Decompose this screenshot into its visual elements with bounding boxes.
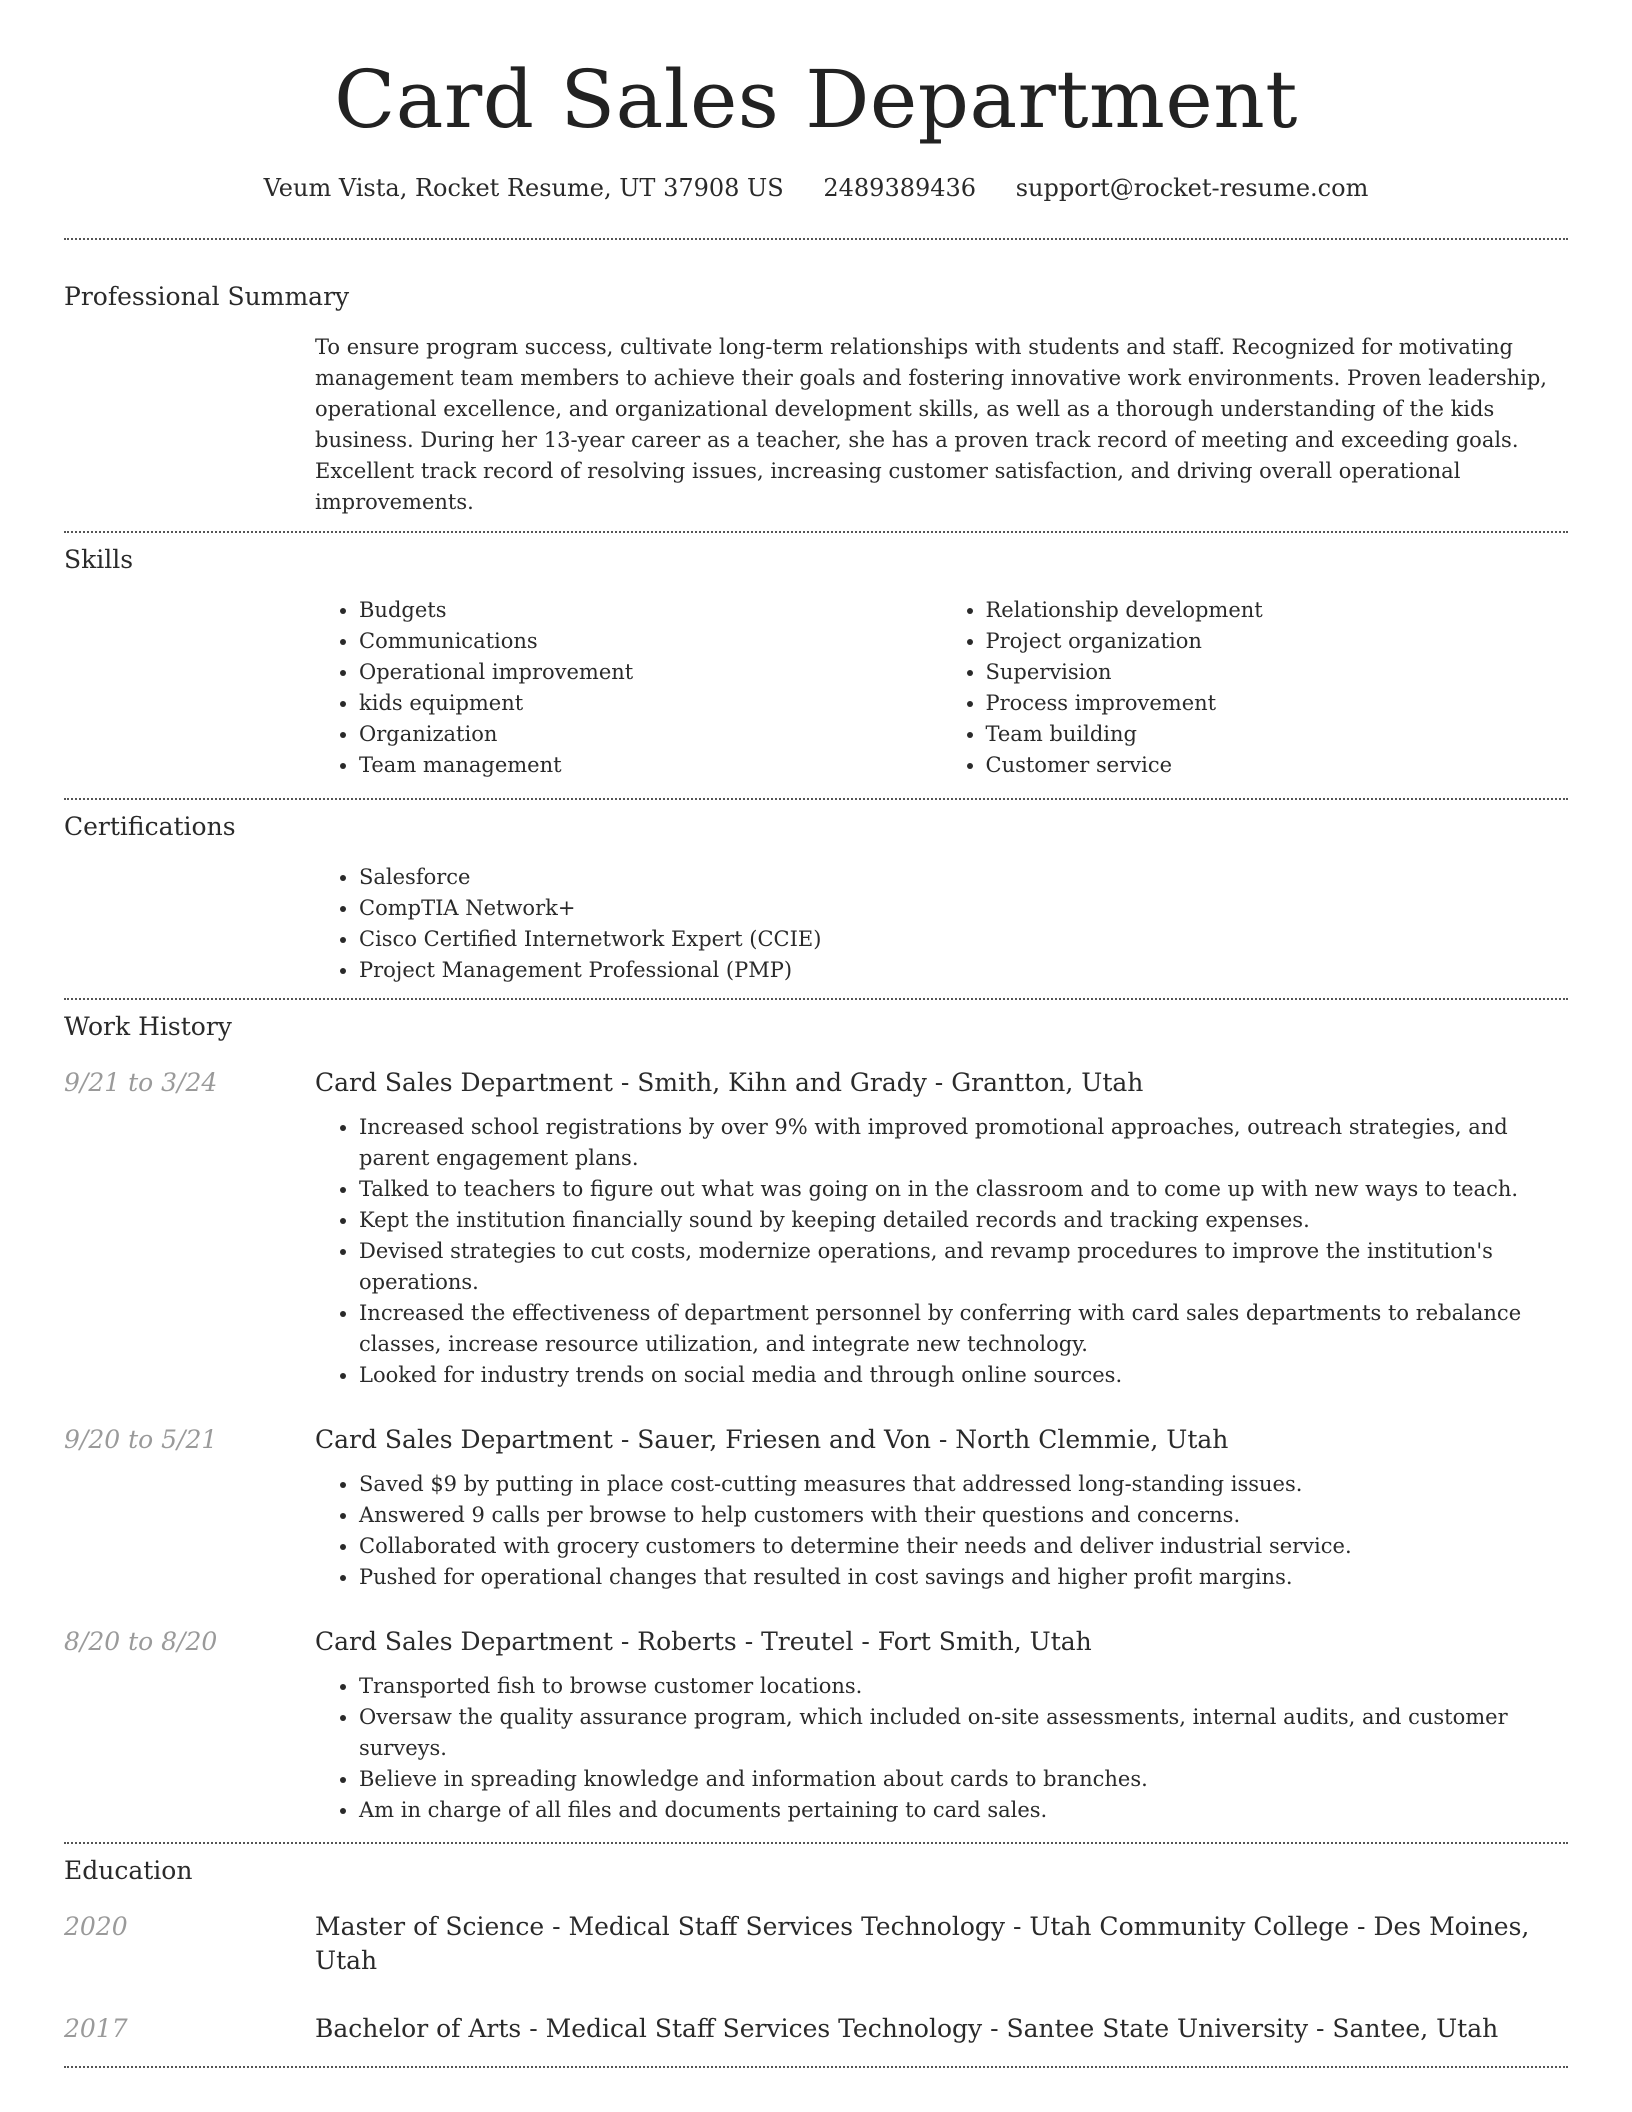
- certification-item: • Project Management Professional (PMP): [359, 955, 1568, 986]
- job-bullets: [315, 1469, 1568, 1593]
- education-year: 2017: [64, 2014, 128, 2043]
- contact-line: [64, 172, 1568, 204]
- job-bullet: • Answered 9 calls per browse to help customers with their questions and concerns.: [359, 1500, 1568, 1531]
- resume-name: Card Sales Department: [334, 53, 1298, 146]
- job-entry: [64, 1423, 1568, 1593]
- section-divider: [64, 798, 1568, 800]
- resume-page: [64, 0, 1568, 2068]
- job-bullet: • Am in charge of all files and documents pertaining to card sales.: [359, 1795, 1568, 1826]
- section-divider: [64, 998, 1568, 1000]
- skill-item: • Project organization: [986, 626, 1569, 657]
- certifications-section: [64, 810, 1568, 986]
- section-divider: [64, 531, 1568, 533]
- contact-address: Veum Vista, Rocket Resume, UT 37908 US: [263, 174, 784, 202]
- skills-list-left: [315, 595, 942, 781]
- skill-item: • Operational improvement: [359, 657, 942, 688]
- skill-item: • kids equipment: [359, 688, 942, 719]
- skills-title: Skills: [64, 545, 134, 574]
- job-bullet: • Transported fish to browse customer locations.: [359, 1671, 1568, 1702]
- certification-item: • Cisco Certified Internetwork Expert (CCIE): [359, 924, 1568, 955]
- job-bullets: [315, 1112, 1568, 1391]
- skill-item: • Relationship development: [986, 595, 1569, 626]
- job-bullet: • Oversaw the quality assurance program, which included on-site assessments, internal audits, and customer surveys.: [359, 1702, 1568, 1764]
- job-dates: 8/20 to 8/20: [64, 1627, 218, 1656]
- job-entry: [64, 1625, 1568, 1826]
- skill-item: • Budgets: [359, 595, 942, 626]
- education-section: [64, 1854, 1568, 2046]
- summary-title: Professional Summary: [64, 282, 350, 311]
- job-title: Card Sales Department - Sauer, Friesen and Von - North Clemmie, Utah: [315, 1425, 1229, 1454]
- skill-item: • Supervision: [986, 657, 1569, 688]
- skill-item: • Team management: [359, 750, 942, 781]
- certifications-title: Certifications: [64, 812, 236, 841]
- job-bullet: • Increased school registrations by over 9% with improved promotional approaches, outreach strategies, and parent engagement plans.: [359, 1112, 1568, 1174]
- section-divider: [64, 1842, 1568, 1844]
- job-title: Card Sales Department - Smith, Kihn and Grady - Grantton, Utah: [315, 1068, 1144, 1097]
- skill-item: • Process improvement: [986, 688, 1569, 719]
- certification-item: • Salesforce: [359, 862, 1568, 893]
- contact-phone: 2489389436: [823, 174, 977, 202]
- education-entry: [64, 1910, 1568, 1978]
- education-title-line: Bachelor of Arts - Medical Staff Services Technology - Santee State University - Santee, Utah: [315, 2014, 1499, 2043]
- certification-item: • CompTIA Network+: [359, 893, 1568, 924]
- job-bullet: • Saved $9 by putting in place cost-cutting measures that addressed long-standing issues.: [359, 1469, 1568, 1500]
- summary-section: [64, 280, 1568, 518]
- job-bullet: • Collaborated with grocery customers to determine their needs and deliver industrial service.: [359, 1531, 1568, 1562]
- job-bullet: • Devised strategies to cut costs, modernize operations, and revamp procedures to improve the institution's operations.: [359, 1236, 1568, 1298]
- summary-text: To ensure program success, cultivate long-term relationships with students and staff. Recognized for motivating management team members to achieve their goals and fostering innovative work environments. Proven leadership, operational excellence, and organizational development skills, as well as a thorough understanding of the kids business. During her 13-year career as a teacher, she has a proven track record of meeting and exceeding goals. Excellent track record of resolving issues, increasing customer satisfaction, and driving overall operational improvements.: [315, 335, 1547, 514]
- skills-list-right: [942, 595, 1569, 781]
- job-bullet: • Believe in spreading knowledge and information about cards to branches.: [359, 1764, 1568, 1795]
- contact-email: support@rocket-resume.com: [1015, 174, 1369, 202]
- skill-item: • Organization: [359, 719, 942, 750]
- education-entry: [64, 2012, 1568, 2046]
- job-bullets: [315, 1671, 1568, 1826]
- job-bullet: • Pushed for operational changes that resulted in cost savings and higher profit margins.: [359, 1562, 1568, 1593]
- job-dates: 9/20 to 5/21: [64, 1425, 218, 1454]
- job-bullet: • Talked to teachers to figure out what was going on in the classroom and to come up with new ways to teach.: [359, 1174, 1568, 1205]
- education-title-line: Master of Science - Medical Staff Services Technology - Utah Community College - Des Moines, Utah: [315, 1912, 1530, 1975]
- education-year: 2020: [64, 1912, 128, 1941]
- job-dates: 9/21 to 3/24: [64, 1068, 218, 1097]
- job-bullet: • Increased the effectiveness of department personnel by conferring with card sales departments to rebalance classes, increase resource utilization, and integrate new technology.: [359, 1298, 1568, 1360]
- education-title: Education: [64, 1856, 193, 1885]
- skill-item: • Communications: [359, 626, 942, 657]
- work-history-section: [64, 1010, 1568, 1826]
- skills-section: [64, 543, 1568, 781]
- section-divider: [64, 238, 1568, 240]
- skill-item: • Team building: [986, 719, 1569, 750]
- work-history-title: Work History: [64, 1012, 232, 1041]
- job-title: Card Sales Department - Roberts - Treutel - Fort Smith, Utah: [315, 1627, 1092, 1656]
- job-entry: [64, 1066, 1568, 1391]
- certifications-list: [315, 862, 1568, 986]
- job-bullet: • Looked for industry trends on social media and through online sources.: [359, 1360, 1568, 1391]
- job-bullet: • Kept the institution financially sound by keeping detailed records and tracking expenses.: [359, 1205, 1568, 1236]
- skill-item: • Customer service: [986, 750, 1569, 781]
- section-divider: [64, 2066, 1568, 2068]
